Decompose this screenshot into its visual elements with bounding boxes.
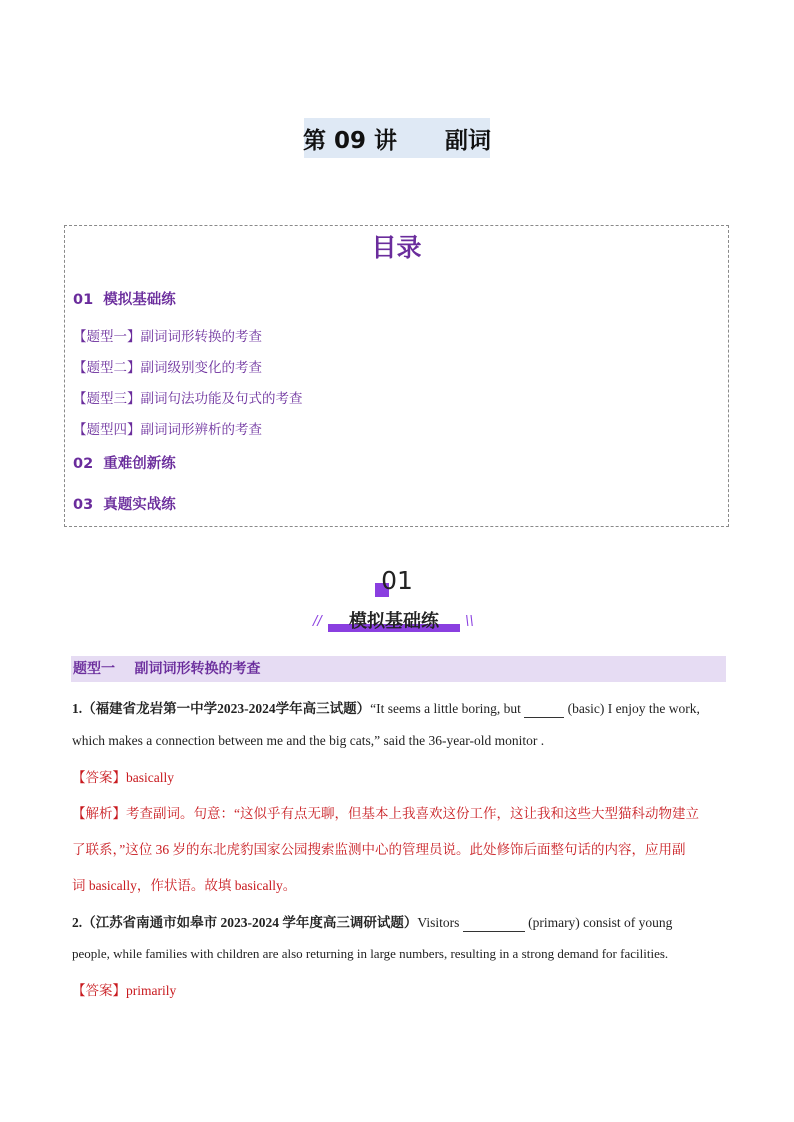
question-1-answer <box>72 766 726 786</box>
question-1-number: 1. <box>72 701 83 716</box>
toc-section-01[interactable]: 01 模拟基础练 <box>73 292 176 308</box>
question-type-heading: 题型一 副词词形转换的考查 <box>71 656 726 682</box>
section-banner <box>328 608 460 632</box>
question-2-line-2: people, while families with children are also returning in large numbers, resulting in a strong demand for facilities. <box>72 946 669 961</box>
section-number: 01 <box>381 566 413 595</box>
toc-item-type-2[interactable]: 【题型二】副词级别变化的考查 <box>73 360 262 376</box>
answer-value: basically <box>126 770 174 785</box>
question-1-text-b: (basic) I enjoy the work, <box>567 701 700 716</box>
answer-label: 【答案】 <box>72 983 126 998</box>
question-1-line-2: which makes a connection between me and the big cats,” said the 36-year-old monitor . <box>72 733 545 748</box>
analysis-text-1: 考查副词。句意：“这似乎有点无聊，但基本上我喜欢这份工作，这让我和这些大型猫科动物建立 <box>126 806 699 821</box>
question-2-number: 2. <box>72 915 83 930</box>
toc-item-type-3[interactable]: 【题型三】副词句法功能及句式的考查 <box>73 391 303 407</box>
question-2-text-b: (primary) consist of young <box>528 915 673 930</box>
section-name: 模拟基础练 <box>349 611 439 632</box>
question-2-line-1 <box>72 911 726 932</box>
question-1-text-a: “It seems a little boring, but <box>370 701 521 716</box>
question-2-answer <box>72 979 726 999</box>
question-1-line-1 <box>72 697 726 718</box>
question-2-blank[interactable] <box>463 915 525 932</box>
question-1-blank[interactable] <box>524 701 564 718</box>
answer-value: primarily <box>126 983 177 998</box>
question-1-analysis-line-1 <box>72 802 726 822</box>
toc-heading: 目录 <box>371 233 422 262</box>
right-slash-decoration: \\ <box>465 614 474 629</box>
toc-item-type-4[interactable]: 【题型四】副词词形辨析的考查 <box>73 422 262 438</box>
question-2-text-a: Visitors <box>417 915 460 930</box>
question-1-source: （福建省龙岩第一中学2023-2024学年高三试题） <box>82 701 371 716</box>
question-1-analysis-line-2: 了联系，”这位 36 岁的东北虎豹国家公园搜索监测中心的管理员说。此处修饰后面整句话的内容，应用副 <box>72 842 686 857</box>
analysis-label: 【解析】 <box>72 806 126 821</box>
question-2-source: （江苏省南通市如皋市 2023-2024 学年度高三调研试题） <box>82 915 418 930</box>
answer-label: 【答案】 <box>72 770 126 785</box>
toc-section-03[interactable]: 03 真题实战练 <box>73 497 176 513</box>
question-1-analysis-line-3: 词 basically，作状语。故填 basically。 <box>72 878 297 893</box>
left-slash-decoration: // <box>313 614 322 629</box>
toc-item-type-1[interactable]: 【题型一】副词词形转换的考查 <box>73 329 262 345</box>
table-of-contents <box>64 225 729 527</box>
lesson-title: 第 09 讲 副词 <box>304 118 490 158</box>
toc-section-02[interactable]: 02 重难创新练 <box>73 456 176 472</box>
